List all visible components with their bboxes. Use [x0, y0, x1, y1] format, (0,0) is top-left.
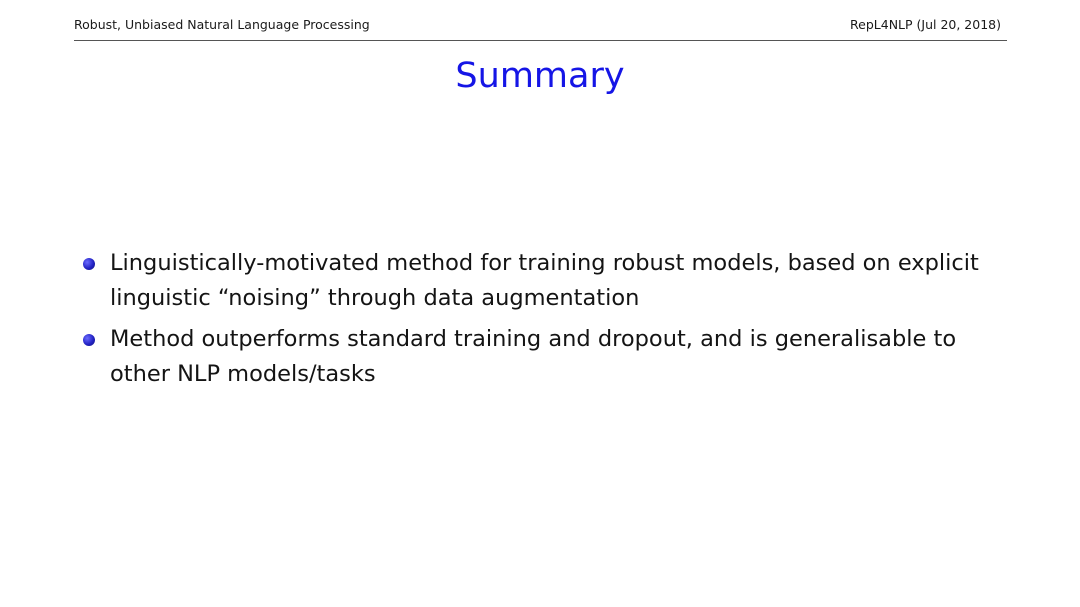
slide-title: Summary — [455, 56, 625, 96]
header-venue-date: RepL4NLP (Jul 20, 2018) — [850, 17, 1001, 32]
header-presentation-title: Robust, Unbiased Natural Language Processing — [74, 17, 370, 32]
bullet-ball-icon — [83, 334, 95, 346]
bullet-ball-icon — [83, 258, 95, 270]
bullet-item — [83, 246, 1013, 316]
slide-header — [74, 14, 1007, 41]
bullet-text: Linguistically-motivated method for training robust models, based on explicit linguistic “noising” through data augmentation — [110, 250, 979, 311]
bullet-list — [83, 246, 1013, 392]
bullet-item — [83, 322, 1013, 392]
bullet-text: Method outperforms standard training and dropout, and is generalisable to other NLP models/tasks — [110, 326, 957, 387]
